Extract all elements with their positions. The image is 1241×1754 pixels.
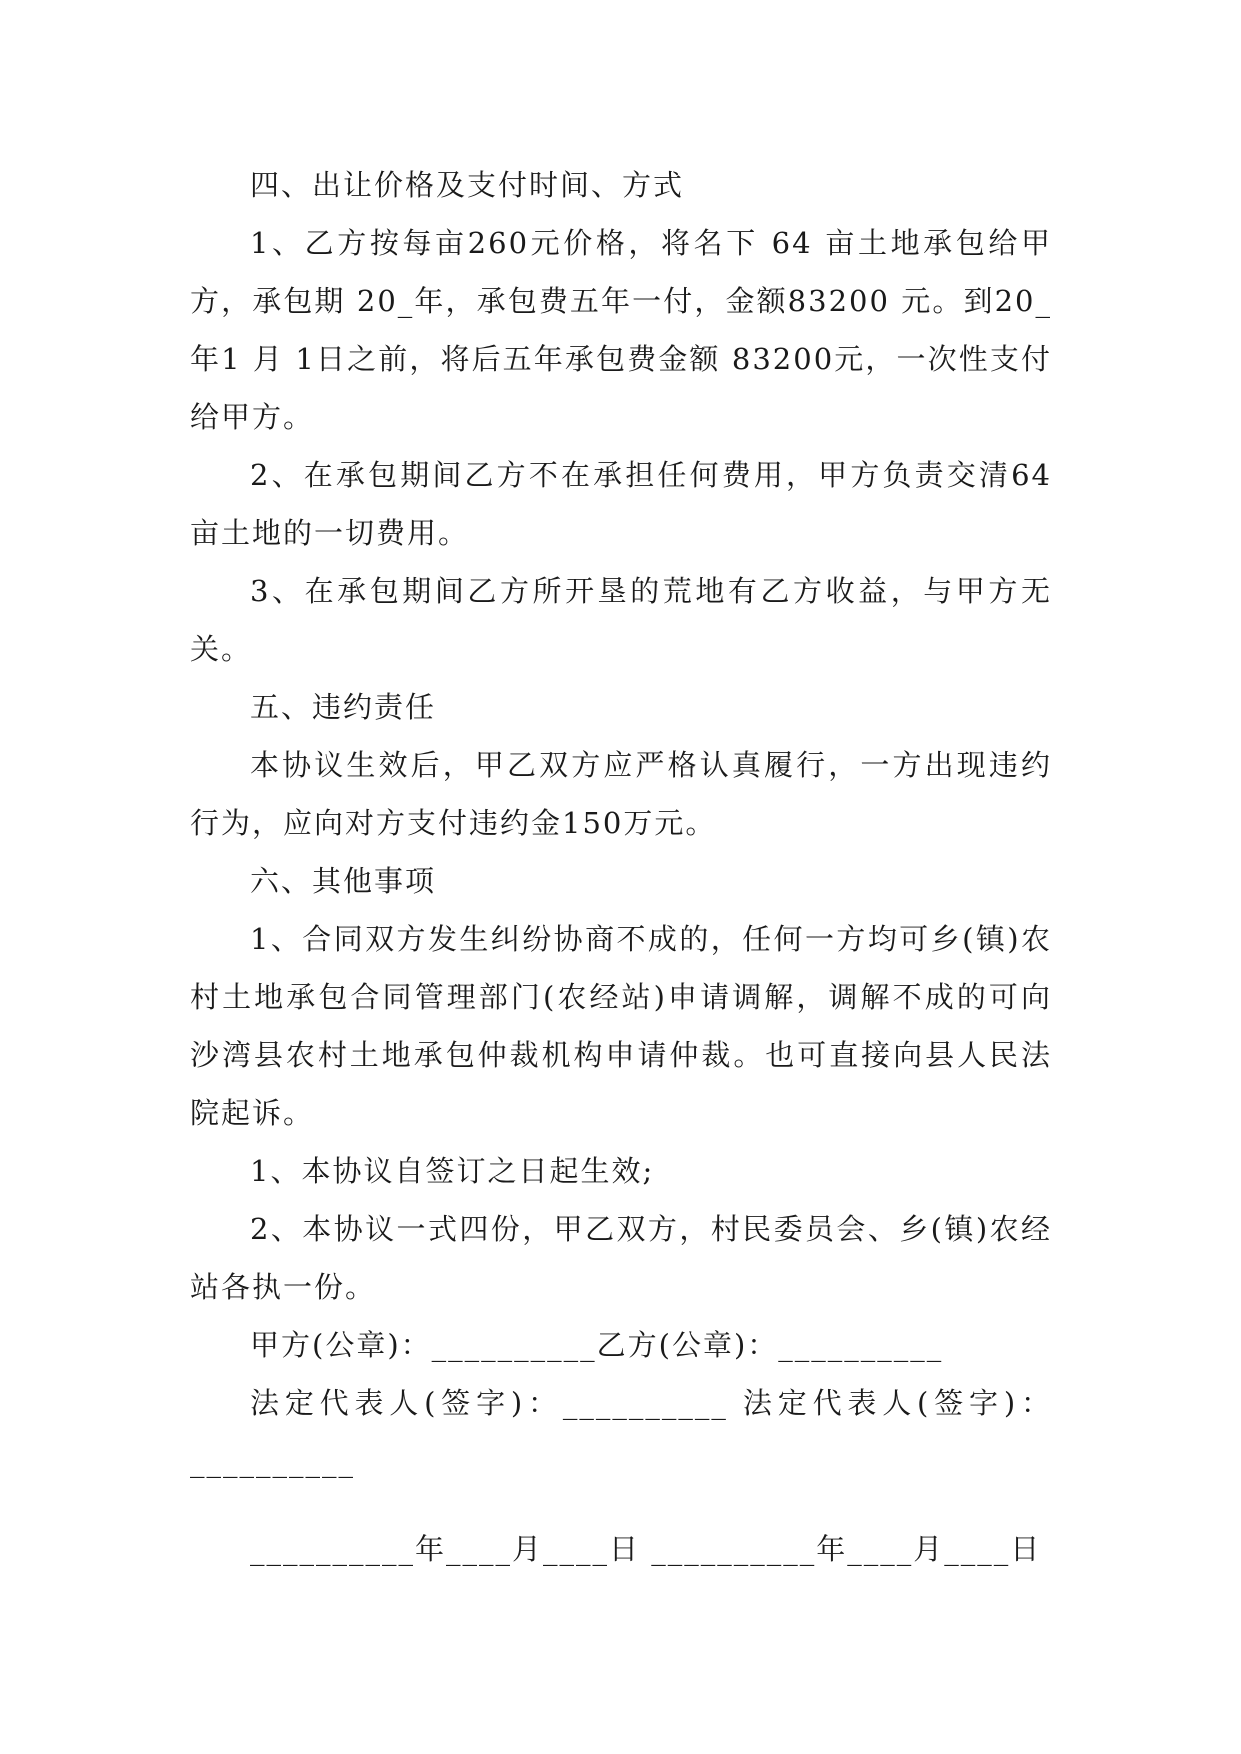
section4-item3: 3、在承包期间乙方所开垦的荒地有乙方收益，与甲方无关。 <box>190 574 1052 666</box>
signature-line: 法定代表人(签字)：__________ 法定代表人(签字)：__________ <box>190 1386 1052 1478</box>
document-page <box>190 156 1052 1578</box>
section6-heading: 六、其他事项 <box>250 864 437 898</box>
section4-item1: 1、乙方按每亩260元价格，将名下 64 亩土地承包给甲方，承包期 20_年，承包费五年一付，金额83200 元。到20_年1 月 1日之前，将后五年承包费金额 83200元，一次性支付给甲方。 <box>190 226 1052 434</box>
section5-heading: 五、违约责任 <box>250 690 437 724</box>
section4-item2: 2、在承包期间乙方不在承担任何费用，甲方负责交清64亩土地的一切费用。 <box>190 458 1052 550</box>
seal-line: 甲方(公章)：__________乙方(公章)：__________ <box>250 1328 944 1362</box>
section4-heading: 四、出让价格及支付时间、方式 <box>250 168 685 202</box>
date-line: __________年____月____日 __________年____月____日 <box>250 1532 1042 1566</box>
section6-item2: 2、本协议一式四份，甲乙双方，村民委员会、乡(镇)农经站各执一份。 <box>190 1212 1052 1304</box>
section6-item1b: 1、本协议自签订之日起生效; <box>250 1154 655 1188</box>
section6-item1: 1、合同双方发生纠纷协商不成的，任何一方均可乡(镇)农村土地承包合同管理部门(农经站)申请调解，调解不成的可向沙湾县农村土地承包仲裁机构申请仲裁。也可直接向县人民法院起诉。 <box>190 922 1052 1130</box>
section5-body: 本协议生效后，甲乙双方应严格认真履行，一方出现违约行为，应向对方支付违约金150万元。 <box>190 748 1052 840</box>
